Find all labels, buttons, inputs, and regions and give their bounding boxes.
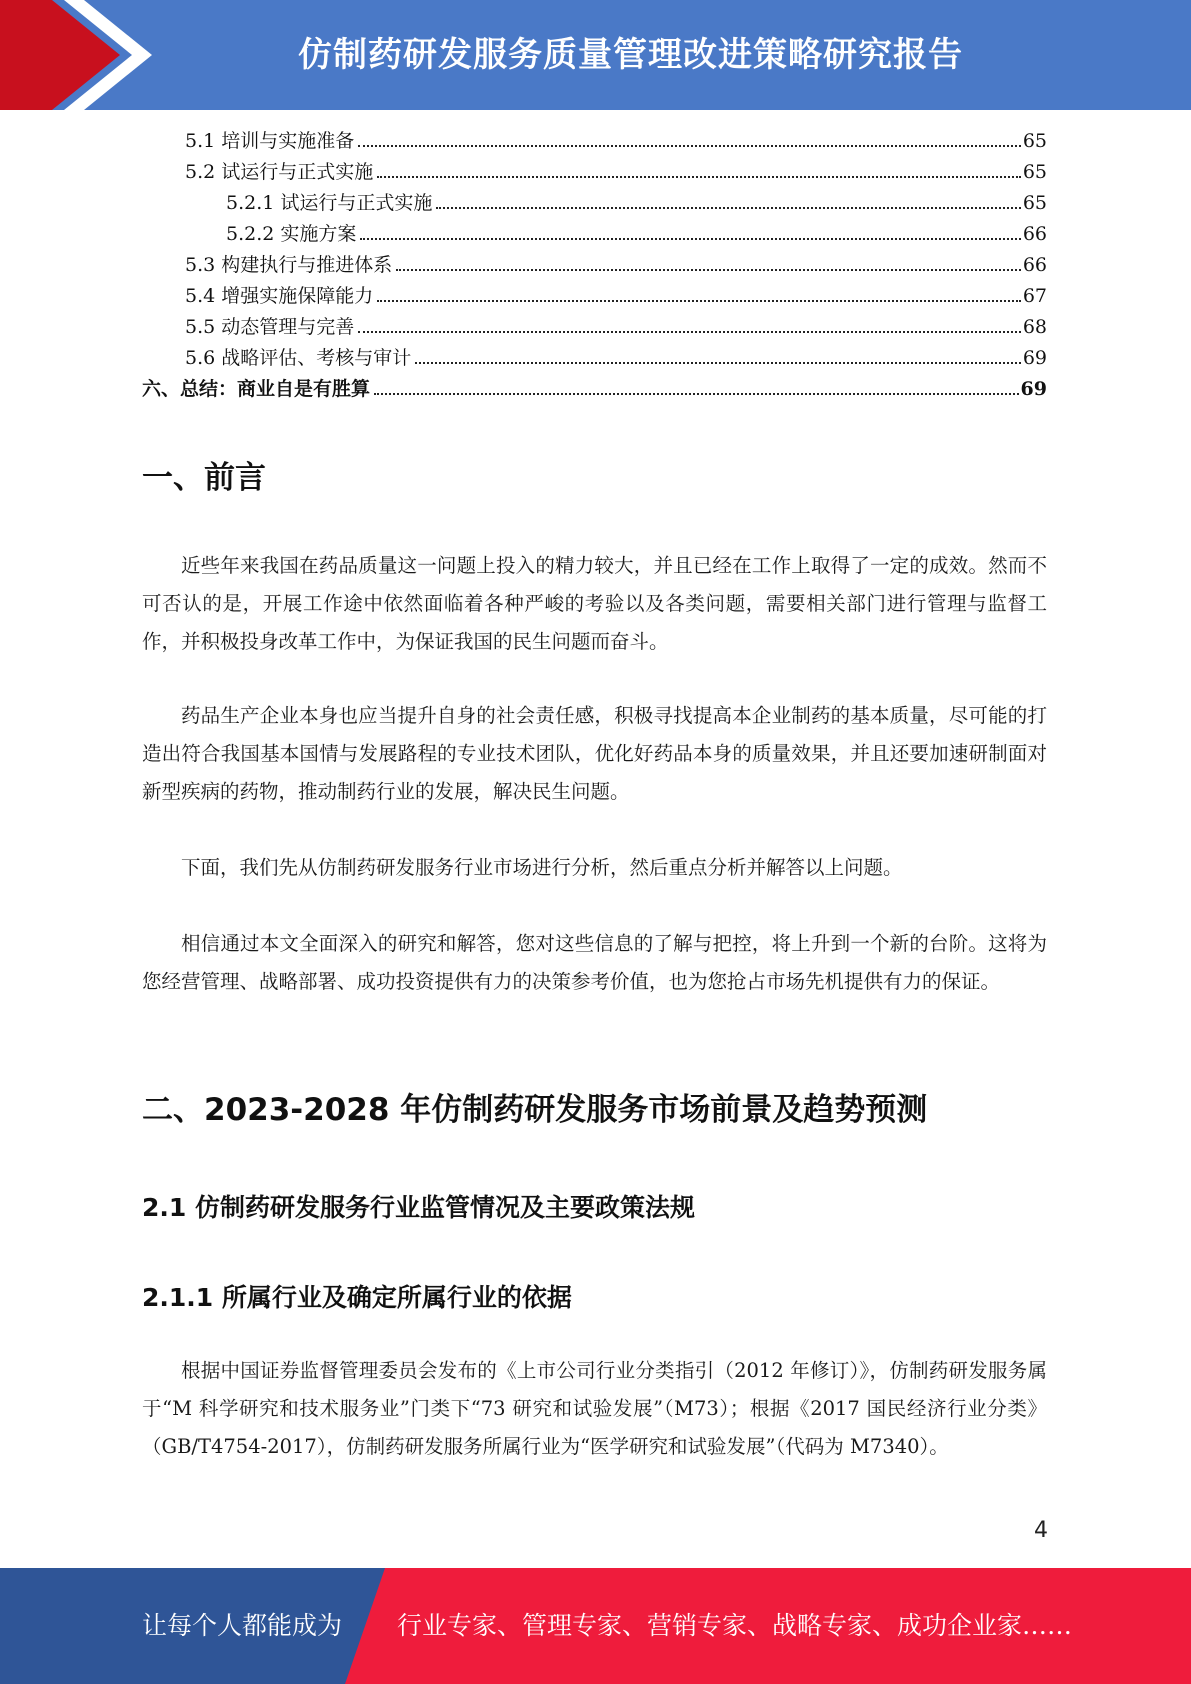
toc-entry-label: 5.3 构建执行与推进体系 [185, 254, 393, 276]
toc-leader-dots [358, 331, 1021, 333]
toc-entry-label: 5.2.2 实施方案 [226, 223, 357, 245]
toc-leader-dots [396, 269, 1021, 271]
toc-entry[interactable] [142, 312, 1047, 343]
subsection-heading: 2.1 仿制药研发服务行业监管情况及主要政策法规 [142, 1193, 695, 1222]
toc-entry-page: 69 [1020, 378, 1047, 400]
toc-entry-label: 5.4 增强实施保障能力 [185, 285, 374, 307]
toc-leader-dots [360, 238, 1020, 240]
toc-entry-label: 5.1 培训与实施准备 [185, 130, 355, 152]
paragraph: 相信通过本文全面深入的研究和解答，您对这些信息的了解与把控，将上升到一个新的台阶。这将为您经营管理、战略部署、成功投资提供有力的决策参考价值，也为您抢占市场先机提供有力的保证。 [142, 932, 1047, 993]
page-number: 4 [1034, 1518, 1048, 1543]
section-heading-preface: 一、前言 [142, 460, 266, 496]
footer-banner [0, 1568, 1191, 1684]
toc-entry-label: 5.2.1 试运行与正式实施 [226, 192, 433, 214]
paragraph: 根据中国证券监督管理委员会发布的《上市公司行业分类指引（2012 年修订）》，仿制药研发服务属于“M 科学研究和技术服务业”门类下“73 研究和试验发展”（M73）；根据《2017 国民经济行业分类》（GB/T4754-2017），仿制药研发服务所属行业为“医学研究和试验发展”（代码为 M7340）。 [142, 1359, 1047, 1458]
footer-slogan-right: 行业专家、管理专家、营销专家、战略专家、成功企业家…… [397, 1611, 1073, 1640]
toc-entry-page: 66 [1022, 254, 1047, 276]
toc-entry[interactable] [142, 250, 1047, 281]
toc-entry-label: 5.2 试运行与正式实施 [185, 161, 374, 183]
toc-entry[interactable] [142, 188, 1047, 219]
toc-entry-label: 5.6 战略评估、考核与审计 [185, 347, 412, 369]
table-of-contents [142, 126, 1047, 405]
toc-leader-dots [358, 145, 1021, 147]
toc-entry-page: 65 [1022, 161, 1047, 183]
section-heading-market: 二、2023-2028 年仿制药研发服务市场前景及趋势预测 [142, 1092, 928, 1128]
header-banner [0, 0, 1191, 110]
toc-entry-page: 68 [1022, 316, 1047, 338]
paragraph: 下面，我们先从仿制药研发服务行业市场进行分析，然后重点分析并解答以上问题。 [181, 856, 903, 879]
toc-leader-dots [377, 176, 1021, 178]
toc-leader-dots [436, 207, 1020, 209]
toc-entry-label: 六、总结：商业自是有胜算 [142, 378, 371, 400]
paragraph: 近些年来我国在药品质量这一问题上投入的精力较大，并且已经在工作上取得了一定的成效。然而不可否认的是，开展工作途中依然面临着各种严峻的考验以及各类问题，需要相关部门进行管理与监督工作，并积极投身改革工作中，为保证我国的民生问题而奋斗。 [142, 554, 1047, 653]
toc-entry[interactable] [142, 343, 1047, 374]
toc-entry-page: 65 [1022, 192, 1047, 214]
toc-entry-label: 5.5 动态管理与完善 [185, 316, 355, 338]
toc-entry[interactable] [142, 374, 1047, 405]
toc-entry[interactable] [142, 157, 1047, 188]
toc-entry[interactable] [142, 126, 1047, 157]
toc-entry[interactable] [142, 219, 1047, 250]
toc-entry[interactable] [142, 281, 1047, 312]
toc-leader-dots [415, 362, 1021, 364]
toc-entry-page: 69 [1022, 347, 1047, 369]
toc-entry-page: 66 [1022, 223, 1047, 245]
footer-slogan-left: 让每个人都能成为 [142, 1611, 343, 1640]
subsection-heading: 2.1.1 所属行业及确定所属行业的依据 [142, 1283, 572, 1312]
paragraph: 药品生产企业本身也应当提升自身的社会责任感，积极寻找提高本企业制药的基本质量，尽可能的打造出符合我国基本国情与发展路程的专业技术团队，优化好药品本身的质量效果，并且还要加速研制面对新型疾病的药物，推动制药行业的发展，解决民生问题。 [142, 704, 1047, 803]
toc-leader-dots [377, 300, 1021, 302]
toc-leader-dots [374, 393, 1019, 395]
toc-entry-page: 67 [1022, 285, 1047, 307]
document-title: 仿制药研发服务质量管理改进策略研究报告 [298, 35, 963, 75]
toc-entry-page: 65 [1022, 130, 1047, 152]
header-arrow-decoration [0, 0, 160, 110]
